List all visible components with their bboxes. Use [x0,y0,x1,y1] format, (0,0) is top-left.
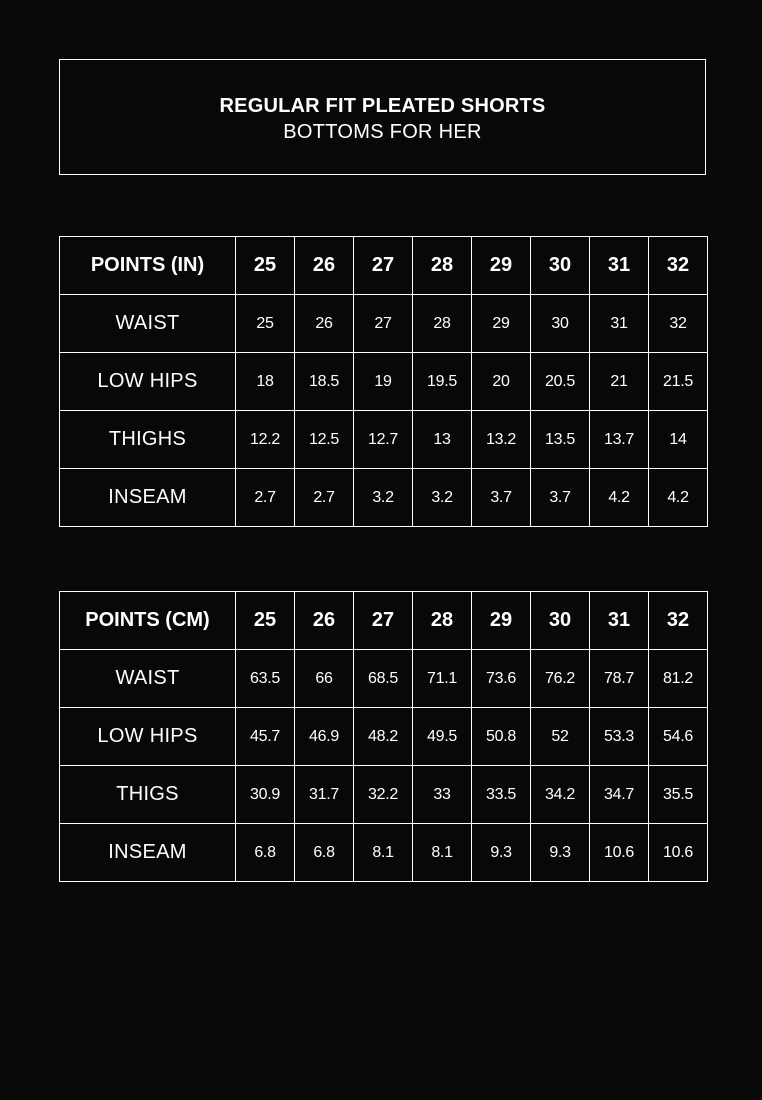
table-row [60,469,708,527]
measurement-value: 13.7 [590,411,649,469]
header-row [60,237,708,295]
measurement-value: 29 [472,295,531,353]
measurement-value: 6.8 [236,824,295,882]
measurement-value: 3.7 [531,469,590,527]
size-table-inches [59,236,708,527]
table-row [60,650,708,708]
measurement-value: 28 [413,295,472,353]
measurement-value: 19 [354,353,413,411]
measurement-label: LOW HIPS [60,353,236,411]
size-header: 30 [531,237,590,295]
measurement-value: 9.3 [472,824,531,882]
measurement-value: 68.5 [354,650,413,708]
measurement-value: 71.1 [413,650,472,708]
measurement-value: 21 [590,353,649,411]
measurement-value: 3.2 [354,469,413,527]
measurement-value: 49.5 [413,708,472,766]
header-row [60,592,708,650]
measurement-value: 73.6 [472,650,531,708]
size-header: 26 [295,237,354,295]
measurement-value: 33.5 [472,766,531,824]
measurement-value: 81.2 [649,650,708,708]
size-header: 30 [531,592,590,650]
measurement-value: 13.5 [531,411,590,469]
measurement-value: 20.5 [531,353,590,411]
measurement-value: 13.2 [472,411,531,469]
measurement-value: 21.5 [649,353,708,411]
measurement-value: 8.1 [354,824,413,882]
measurement-value: 78.7 [590,650,649,708]
measurement-value: 20 [472,353,531,411]
measurement-value: 4.2 [590,469,649,527]
measurement-value: 4.2 [649,469,708,527]
measurement-value: 12.2 [236,411,295,469]
size-header: 28 [413,592,472,650]
measurement-value: 34.2 [531,766,590,824]
size-table-centimeters [59,591,708,882]
measurement-label: THIGHS [60,411,236,469]
measurement-label: WAIST [60,650,236,708]
measurement-value: 3.7 [472,469,531,527]
size-header: 31 [590,237,649,295]
measurement-value: 18 [236,353,295,411]
size-header: 29 [472,592,531,650]
measurement-value: 2.7 [295,469,354,527]
title-box [59,59,706,175]
measurement-value: 2.7 [236,469,295,527]
size-header: 32 [649,237,708,295]
size-header: 25 [236,237,295,295]
measurement-value: 63.5 [236,650,295,708]
measurement-value: 45.7 [236,708,295,766]
measurement-label: LOW HIPS [60,708,236,766]
measurement-value: 33 [413,766,472,824]
points-header: POINTS (CM) [60,592,236,650]
measurement-value: 10.6 [590,824,649,882]
table-row [60,295,708,353]
measurement-value: 10.6 [649,824,708,882]
measurement-value: 12.5 [295,411,354,469]
table-row [60,411,708,469]
measurement-value: 34.7 [590,766,649,824]
size-header: 31 [590,592,649,650]
measurement-value: 13 [413,411,472,469]
table-row [60,708,708,766]
measurement-value: 54.6 [649,708,708,766]
measurement-value: 52 [531,708,590,766]
product-category: BOTTOMS FOR HER [283,121,482,143]
product-title: REGULAR FIT PLEATED SHORTS [219,95,546,117]
measurement-value: 3.2 [413,469,472,527]
measurement-value: 19.5 [413,353,472,411]
size-header: 27 [354,237,413,295]
measurement-label: INSEAM [60,469,236,527]
measurement-value: 66 [295,650,354,708]
measurement-value: 53.3 [590,708,649,766]
size-header: 27 [354,592,413,650]
measurement-value: 46.9 [295,708,354,766]
size-header: 26 [295,592,354,650]
measurement-value: 26 [295,295,354,353]
table-row [60,824,708,882]
measurement-value: 30 [531,295,590,353]
points-header: POINTS (IN) [60,237,236,295]
measurement-value: 50.8 [472,708,531,766]
measurement-label: THIGS [60,766,236,824]
measurement-value: 31.7 [295,766,354,824]
size-header: 28 [413,237,472,295]
measurement-value: 27 [354,295,413,353]
measurement-value: 14 [649,411,708,469]
measurement-value: 6.8 [295,824,354,882]
measurement-value: 32 [649,295,708,353]
measurement-value: 9.3 [531,824,590,882]
size-header: 32 [649,592,708,650]
size-header: 29 [472,237,531,295]
measurement-value: 31 [590,295,649,353]
measurement-value: 76.2 [531,650,590,708]
measurement-label: INSEAM [60,824,236,882]
table-row [60,766,708,824]
measurement-value: 8.1 [413,824,472,882]
table-row [60,353,708,411]
measurement-value: 32.2 [354,766,413,824]
measurement-value: 18.5 [295,353,354,411]
measurement-value: 12.7 [354,411,413,469]
size-header: 25 [236,592,295,650]
measurement-label: WAIST [60,295,236,353]
measurement-value: 48.2 [354,708,413,766]
measurement-value: 30.9 [236,766,295,824]
measurement-value: 25 [236,295,295,353]
measurement-value: 35.5 [649,766,708,824]
